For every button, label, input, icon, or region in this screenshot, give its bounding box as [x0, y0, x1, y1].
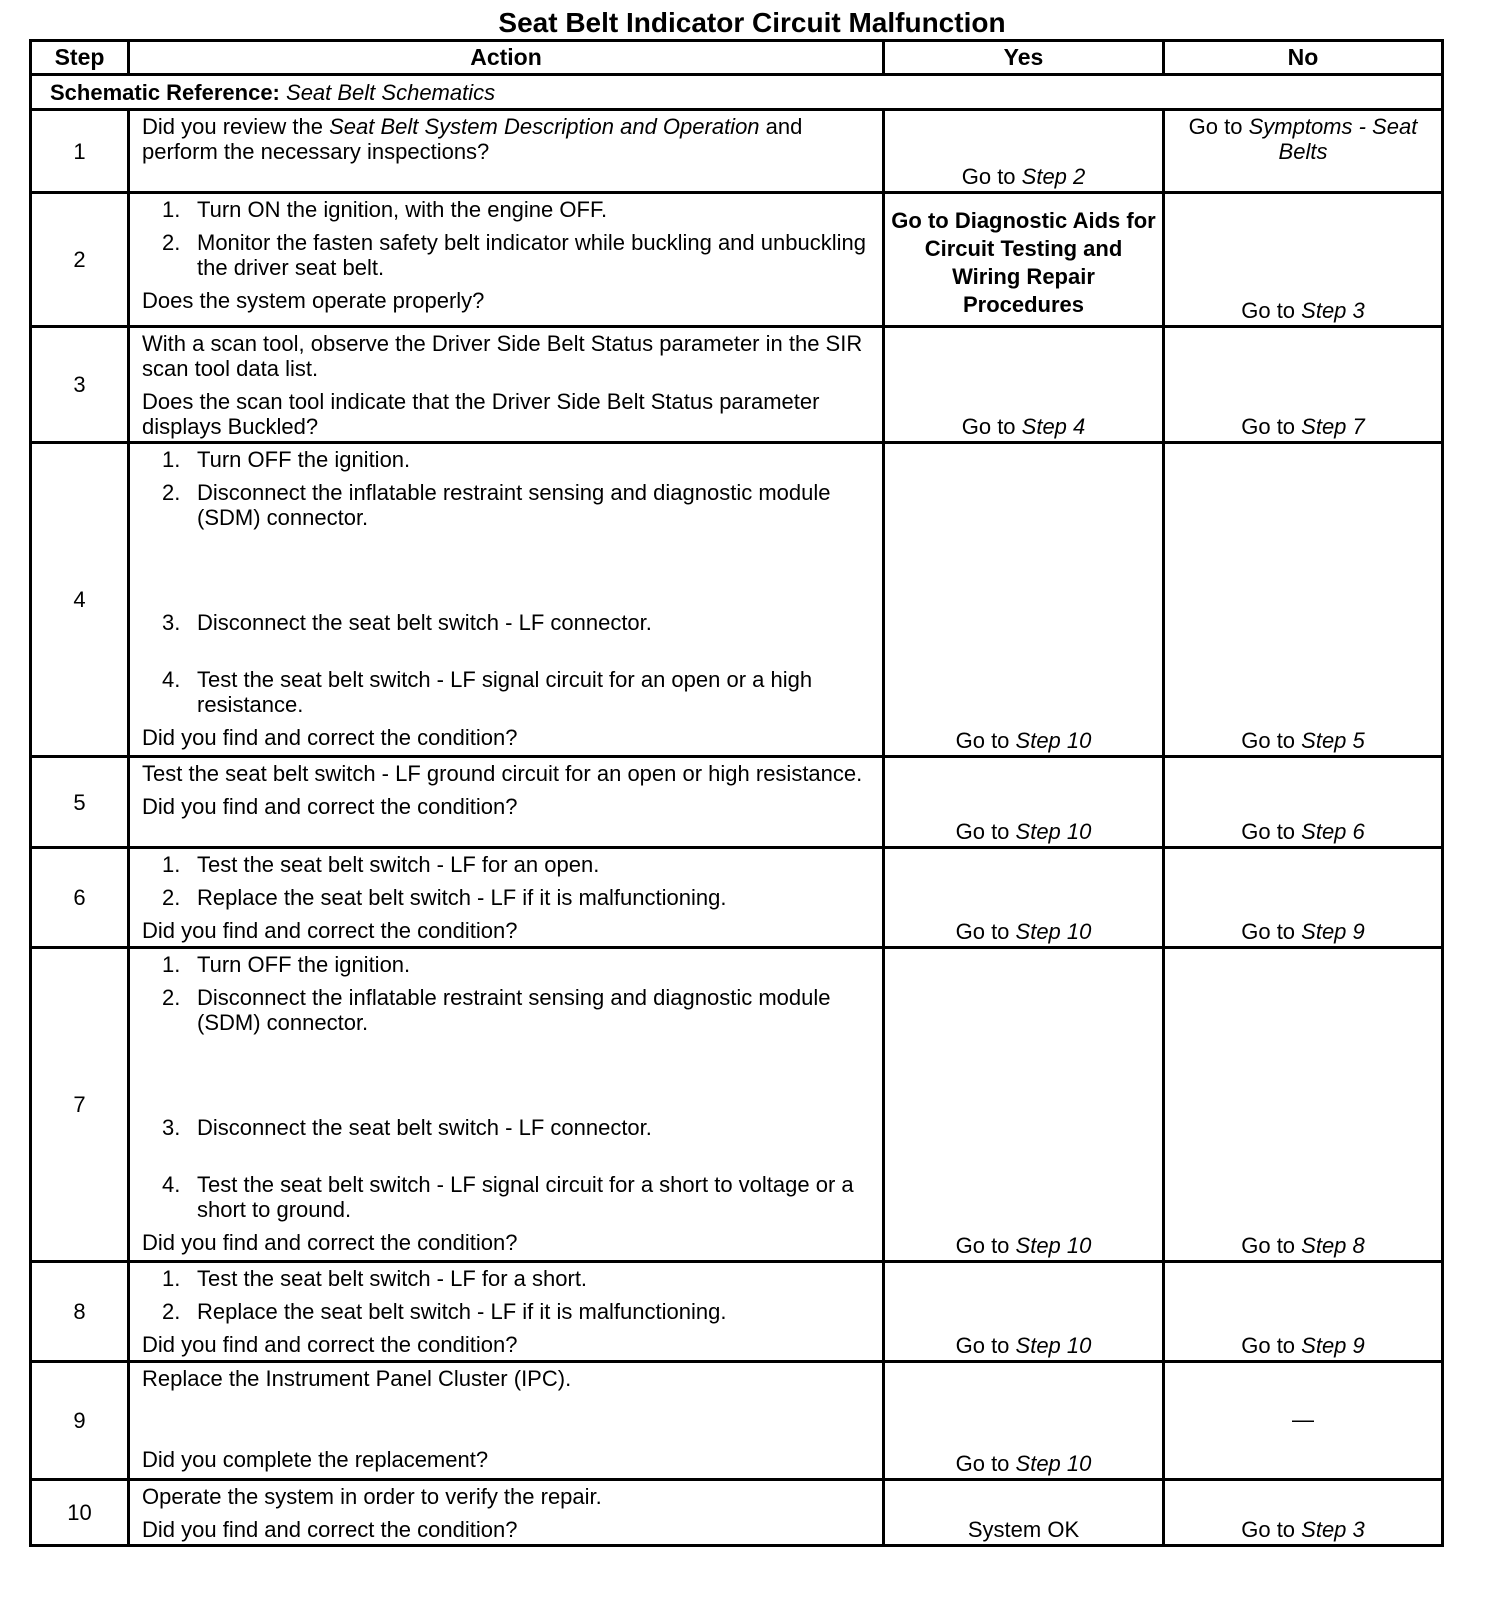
action-cell	[129, 1480, 884, 1546]
action-text: Test the seat belt switch - LF ground circuit for an open or high resistance.	[142, 761, 863, 786]
step-number: 9	[31, 1362, 129, 1480]
table-row	[31, 327, 1443, 443]
table-row	[31, 443, 1443, 757]
table-row	[31, 757, 1443, 848]
list-item: 1. Turn OFF the ignition.	[162, 952, 411, 977]
list-item: 1. Turn OFF the ignition.	[162, 447, 411, 472]
step-number: 8	[31, 1262, 129, 1362]
no-cell: Go to Step 9	[1164, 848, 1443, 948]
table-row	[31, 848, 1443, 948]
yes-cell: Go to Diagnostic Aids for Circuit Testing and Wiring Repair Procedures	[884, 193, 1164, 327]
question-text: Did you find and correct the condition?	[142, 1517, 518, 1542]
list-item: 3. Disconnect the seat belt switch - LF connector.	[162, 1115, 652, 1140]
question-text: Did you find and correct the condition?	[142, 918, 518, 943]
question-text: Did you find and correct the condition?	[142, 794, 518, 819]
question-text: Did you find and correct the condition?	[142, 1230, 518, 1255]
no-cell: Go to Symptoms - Seat Belts	[1164, 110, 1443, 193]
step-number: 2	[31, 193, 129, 327]
schematic-reference	[31, 75, 1443, 110]
list-item: 1. Turn ON the ignition, with the engine OFF.	[162, 197, 608, 222]
list-item: 2. Replace the seat belt switch - LF if it is malfunctioning.	[162, 1299, 727, 1324]
table-row	[31, 1480, 1443, 1546]
no-cell: Go to Step 9	[1164, 1262, 1443, 1362]
step-number: 10	[31, 1480, 129, 1546]
step-number: 4	[31, 443, 129, 757]
action-text: Replace the Instrument Panel Cluster (IPC).	[142, 1366, 572, 1391]
no-cell: Go to Step 8	[1164, 948, 1443, 1262]
step-list	[142, 447, 874, 717]
action-cell	[129, 1362, 884, 1480]
question-text: Did you find and correct the condition?	[142, 1332, 518, 1357]
question-text: Does the scan tool indicate that the Driver Side Belt Status parameter displays Buckled?	[142, 389, 820, 439]
no-cell: Go to Step 3	[1164, 1480, 1443, 1546]
header-no: No	[1164, 41, 1443, 75]
header-step: Step	[31, 41, 129, 75]
step-number: 7	[31, 948, 129, 1262]
list-item: 4. Test the seat belt switch - LF signal circuit for an open or a high resistance.	[162, 667, 813, 717]
list-item: 2. Disconnect the inflatable restraint sensing and diagnostic module (SDM) connector.	[162, 985, 831, 1035]
table-row	[31, 193, 1443, 327]
list-item: 1. Test the seat belt switch - LF for a short.	[162, 1266, 588, 1291]
schematic-label: Schematic Reference:	[50, 79, 280, 105]
header-action: Action	[129, 41, 884, 75]
list-item: 4. Test the seat belt switch - LF signal circuit for a short to voltage or a short to ground.	[162, 1172, 854, 1222]
table-row	[31, 1362, 1443, 1480]
no-cell: Go to Step 3	[1164, 193, 1443, 327]
action-cell	[129, 443, 884, 757]
schematic-row	[31, 75, 1443, 110]
step-number: 3	[31, 327, 129, 443]
yes-cell: Go to Step 2	[884, 110, 1164, 193]
step-list	[142, 952, 874, 1222]
list-item: 2. Replace the seat belt switch - LF if it is malfunctioning.	[162, 885, 727, 910]
yes-cell: Go to Step 10	[884, 848, 1164, 948]
question-text: Did you complete the replacement?	[142, 1447, 489, 1472]
question-text: Does the system operate properly?	[142, 288, 485, 313]
no-cell: Go to Step 6	[1164, 757, 1443, 848]
header-yes: Yes	[884, 41, 1164, 75]
yes-cell: Go to Step 10	[884, 443, 1164, 757]
step-list	[142, 1266, 874, 1324]
action-text: Operate the system in order to verify the repair.	[142, 1484, 602, 1509]
step-list	[142, 852, 874, 910]
step-number: 6	[31, 848, 129, 948]
list-item: 2. Monitor the fasten safety belt indicator while buckling and unbuckling the driver seat belt.	[162, 230, 866, 280]
list-item: 1. Test the seat belt switch - LF for an open.	[162, 852, 600, 877]
table-row	[31, 948, 1443, 1262]
yes-cell: Go to Step 10	[884, 1362, 1164, 1480]
action-text: With a scan tool, observe the Driver Side Belt Status parameter in the SIR scan tool data list.	[142, 331, 863, 381]
action-cell	[129, 327, 884, 443]
action-cell	[129, 1262, 884, 1362]
no-cell: Go to Step 5	[1164, 443, 1443, 757]
yes-cell: Go to Step 10	[884, 757, 1164, 848]
question-text: Did you find and correct the condition?	[142, 725, 518, 750]
table-row	[31, 1262, 1443, 1362]
step-number: 1	[31, 110, 129, 193]
no-cell: Go to Step 7	[1164, 327, 1443, 443]
action-text: Did you review the Seat Belt System Description and Operation and perform the necessary inspections?	[142, 114, 803, 164]
page-title: Seat Belt Indicator Circuit Malfunction	[498, 7, 1006, 38]
header-row	[31, 41, 1443, 75]
action-cell	[129, 757, 884, 848]
yes-cell: System OK	[884, 1480, 1164, 1546]
action-cell	[129, 110, 884, 193]
step-list	[142, 197, 874, 280]
action-cell	[129, 193, 884, 327]
no-cell: —	[1164, 1362, 1443, 1480]
diagnostic-table	[29, 39, 1444, 1547]
yes-cell: Go to Step 10	[884, 1262, 1164, 1362]
list-item: 3. Disconnect the seat belt switch - LF connector.	[162, 610, 652, 635]
list-item: 2. Disconnect the inflatable restraint sensing and diagnostic module (SDM) connector.	[162, 480, 831, 530]
step-number: 5	[31, 757, 129, 848]
yes-cell: Go to Step 4	[884, 327, 1164, 443]
yes-cell: Go to Step 10	[884, 948, 1164, 1262]
schematic-value: Seat Belt Schematics	[286, 79, 496, 105]
action-cell	[129, 848, 884, 948]
action-cell	[129, 948, 884, 1262]
table-row	[31, 110, 1443, 193]
